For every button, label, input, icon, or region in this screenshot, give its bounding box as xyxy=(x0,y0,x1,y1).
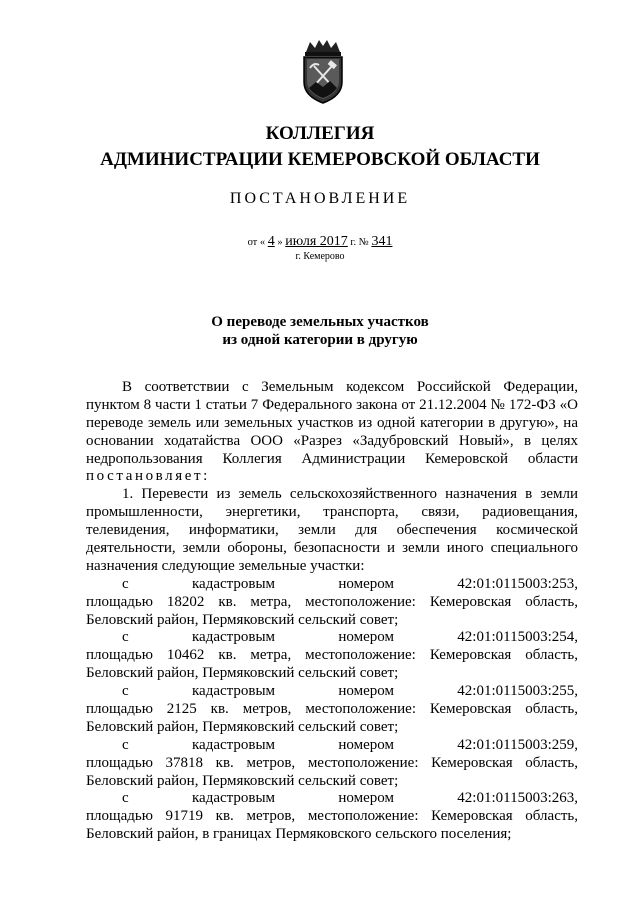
document-number: 341 xyxy=(371,234,393,249)
body-line: площадью 2125 кв. метров, местоположение: Кемеровская область, xyxy=(86,701,578,718)
body-line: Беловский район, Пермяковский сельский совет; xyxy=(86,772,399,789)
body-text xyxy=(86,379,578,844)
body-line: основании ходатайства ООО «Разрез «Задубровский Новый», в целях xyxy=(86,432,578,449)
body-line: Беловский район, Пермяковский сельский совет; xyxy=(86,611,399,628)
body-line: площадью 18202 кв. метра, местоположение: Кемеровская область, xyxy=(86,593,578,610)
header-line-2: АДМИНИСТРАЦИИ КЕМЕРОВСКОЙ ОБЛАСТИ xyxy=(100,149,540,170)
body-line: 1. Перевести из земель сельскохозяйственного назначения в земли xyxy=(122,486,578,503)
title-line-1: О переводе земельных участков xyxy=(211,314,429,330)
body-line: В соответствии с Земельным кодексом Российской Федерации, xyxy=(122,379,578,395)
document-type: ПОСТАНОВЛЕНИЕ xyxy=(229,190,411,207)
body-line: переводе земель или земельных участков из одной категории в другую», на xyxy=(86,414,578,431)
date-number-line xyxy=(0,234,640,250)
date-day: 4 xyxy=(267,234,275,249)
body-line: с кадастровым номером 42:01:0115003:255, xyxy=(122,683,578,700)
body-line: площадью 91719 кв. метров, местоположение: Кемеровская область, xyxy=(86,808,578,825)
date-month-year: июля 2017 xyxy=(285,234,348,249)
date-mid: » xyxy=(277,237,283,248)
body-line: Беловский район, в границах Пермяковского сельского поселения; xyxy=(86,826,512,843)
title-line-2: из одной категории в другую xyxy=(222,332,418,348)
body-line: с кадастровым номером 42:01:0115003:259, xyxy=(122,736,578,753)
body-line: площадью 37818 кв. метров, местоположение: Кемеровская область, xyxy=(86,754,578,771)
body-line: деятельности, земли обороны, безопасности и земли иного специального xyxy=(86,540,578,557)
body-line: постановляет: xyxy=(86,468,210,485)
coat-of-arms-icon xyxy=(296,38,350,106)
body-line: площадью 10462 кв. метра, местоположение: Кемеровская область, xyxy=(86,647,578,664)
body-line: с кадастровым номером 42:01:0115003:254, xyxy=(122,629,578,646)
body-line: назначения следующие земельные участки: xyxy=(86,557,365,574)
body-line: пунктом 8 части 1 статьи 7 Федерального закона от 21.12.2004 № 172-ФЗ «О xyxy=(86,396,578,413)
body-line: телевидения, информатики, земли для обеспечения космической xyxy=(86,522,578,539)
date-prefix: от « xyxy=(247,237,266,248)
body-line: Беловский район, Пермяковский сельский совет; xyxy=(86,718,399,735)
body-line: Беловский район, Пермяковский сельский совет; xyxy=(86,665,399,682)
city: г. Кемерово xyxy=(295,251,345,262)
body-line: с кадастровым номером 42:01:0115003:253, xyxy=(122,575,578,592)
date-suffix: г. № xyxy=(350,237,369,248)
body-line: недропользования Коллегия Администрации Кемеровской области xyxy=(86,450,578,467)
body-line: промышленности, энергетики, транспорта, связи, радиовещания, xyxy=(86,504,578,521)
body-line: с кадастровым номером 42:01:0115003:263, xyxy=(122,790,578,807)
header-line-1: КОЛЛЕГИЯ xyxy=(265,123,375,144)
